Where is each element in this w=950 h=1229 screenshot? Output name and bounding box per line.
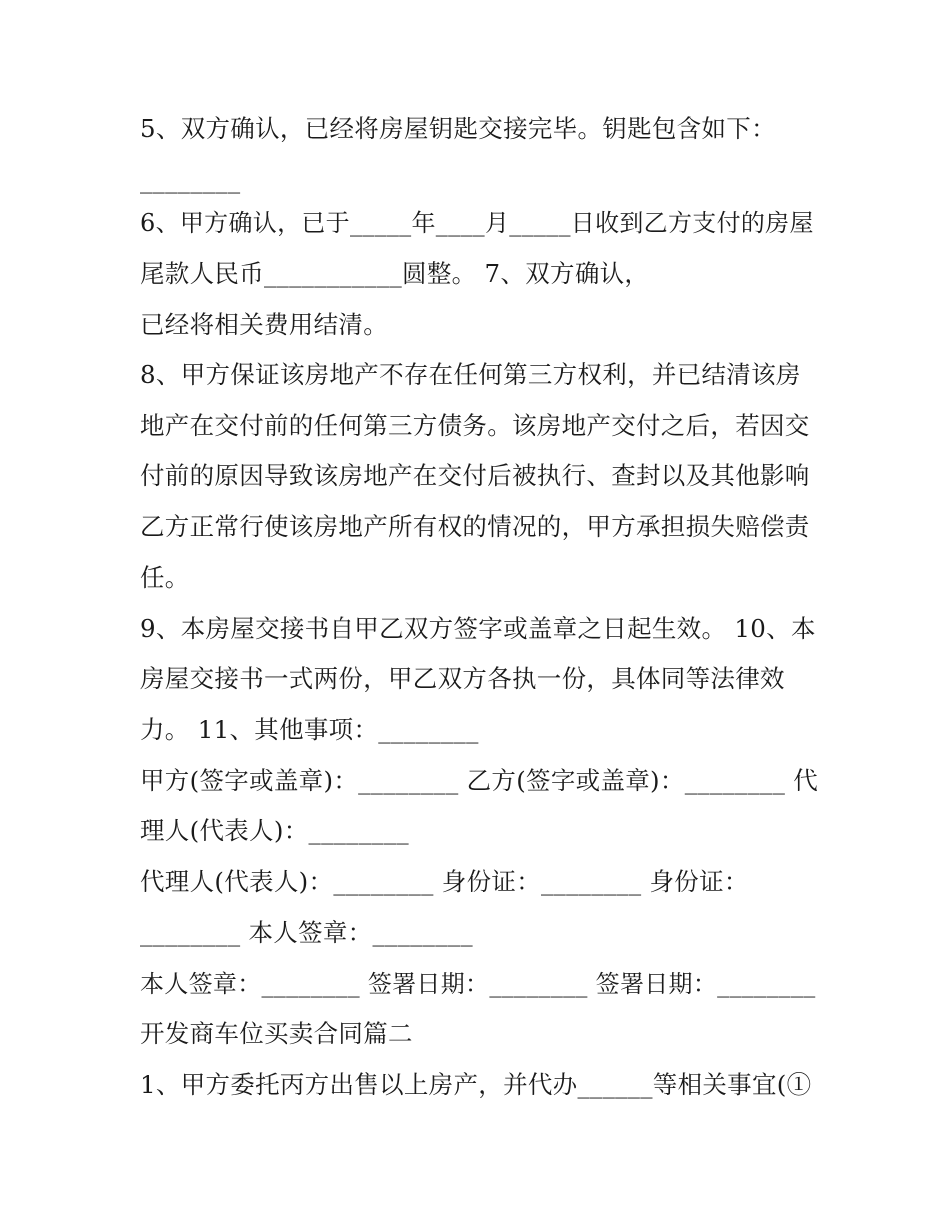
text-line: 6、甲方确认，已于_____年____月_____日收到乙方支付的房屋 (140, 209, 814, 237)
text-line: 甲方(签字或盖章)：________ 乙方(签字或盖章)：________ 代 (140, 766, 819, 795)
text-line: 乙方正常行使该房地产所有权的情况的，甲方承担损失赔偿责 (140, 512, 810, 541)
section-title: 开发商车位买卖合同篇二 (140, 1019, 413, 1048)
text-line: 付前的原因导致该房地产在交付后被执行、查封以及其他影响 (140, 461, 810, 490)
text-line: 任。 (140, 563, 190, 592)
text-line: 已经将相关费用结清。 (140, 310, 388, 339)
text-line: 8、甲方保证该房地产不存在任何第三方权利，并已结清该房 (140, 360, 801, 389)
text-line: ________ (140, 165, 241, 194)
text-line: 5、双方确认，已经将房屋钥匙交接完毕。钥匙包含如下： (140, 114, 776, 143)
text-line: 本人签章：________ 签署日期：________ 签署日期：________ (140, 970, 816, 998)
text-line: 1、甲方委托丙方出售以上房产，并代办______等相关事宜(① (140, 1070, 812, 1099)
text-line: 理人(代表人)：________ (140, 816, 409, 845)
text-line: 9、本房屋交接书自甲乙双方签字或盖章之日起生效。 10、本 (140, 614, 816, 643)
text-line: ________ 本人签章：________ (140, 918, 473, 947)
text-line: 房屋交接书一式两份，甲乙双方各执一份，具体同等法律效 (140, 664, 785, 693)
text-line: 尾款人民币___________圆整。 7、双方确认， (140, 259, 650, 288)
text-line: 代理人(代表人)：________ 身份证：________ 身份证： (140, 867, 749, 896)
text-line: 地产在交付前的任何第三方债务。该房地产交付之后，若因交 (140, 411, 810, 440)
text-line: 力。 11、其他事项：________ (140, 715, 479, 744)
